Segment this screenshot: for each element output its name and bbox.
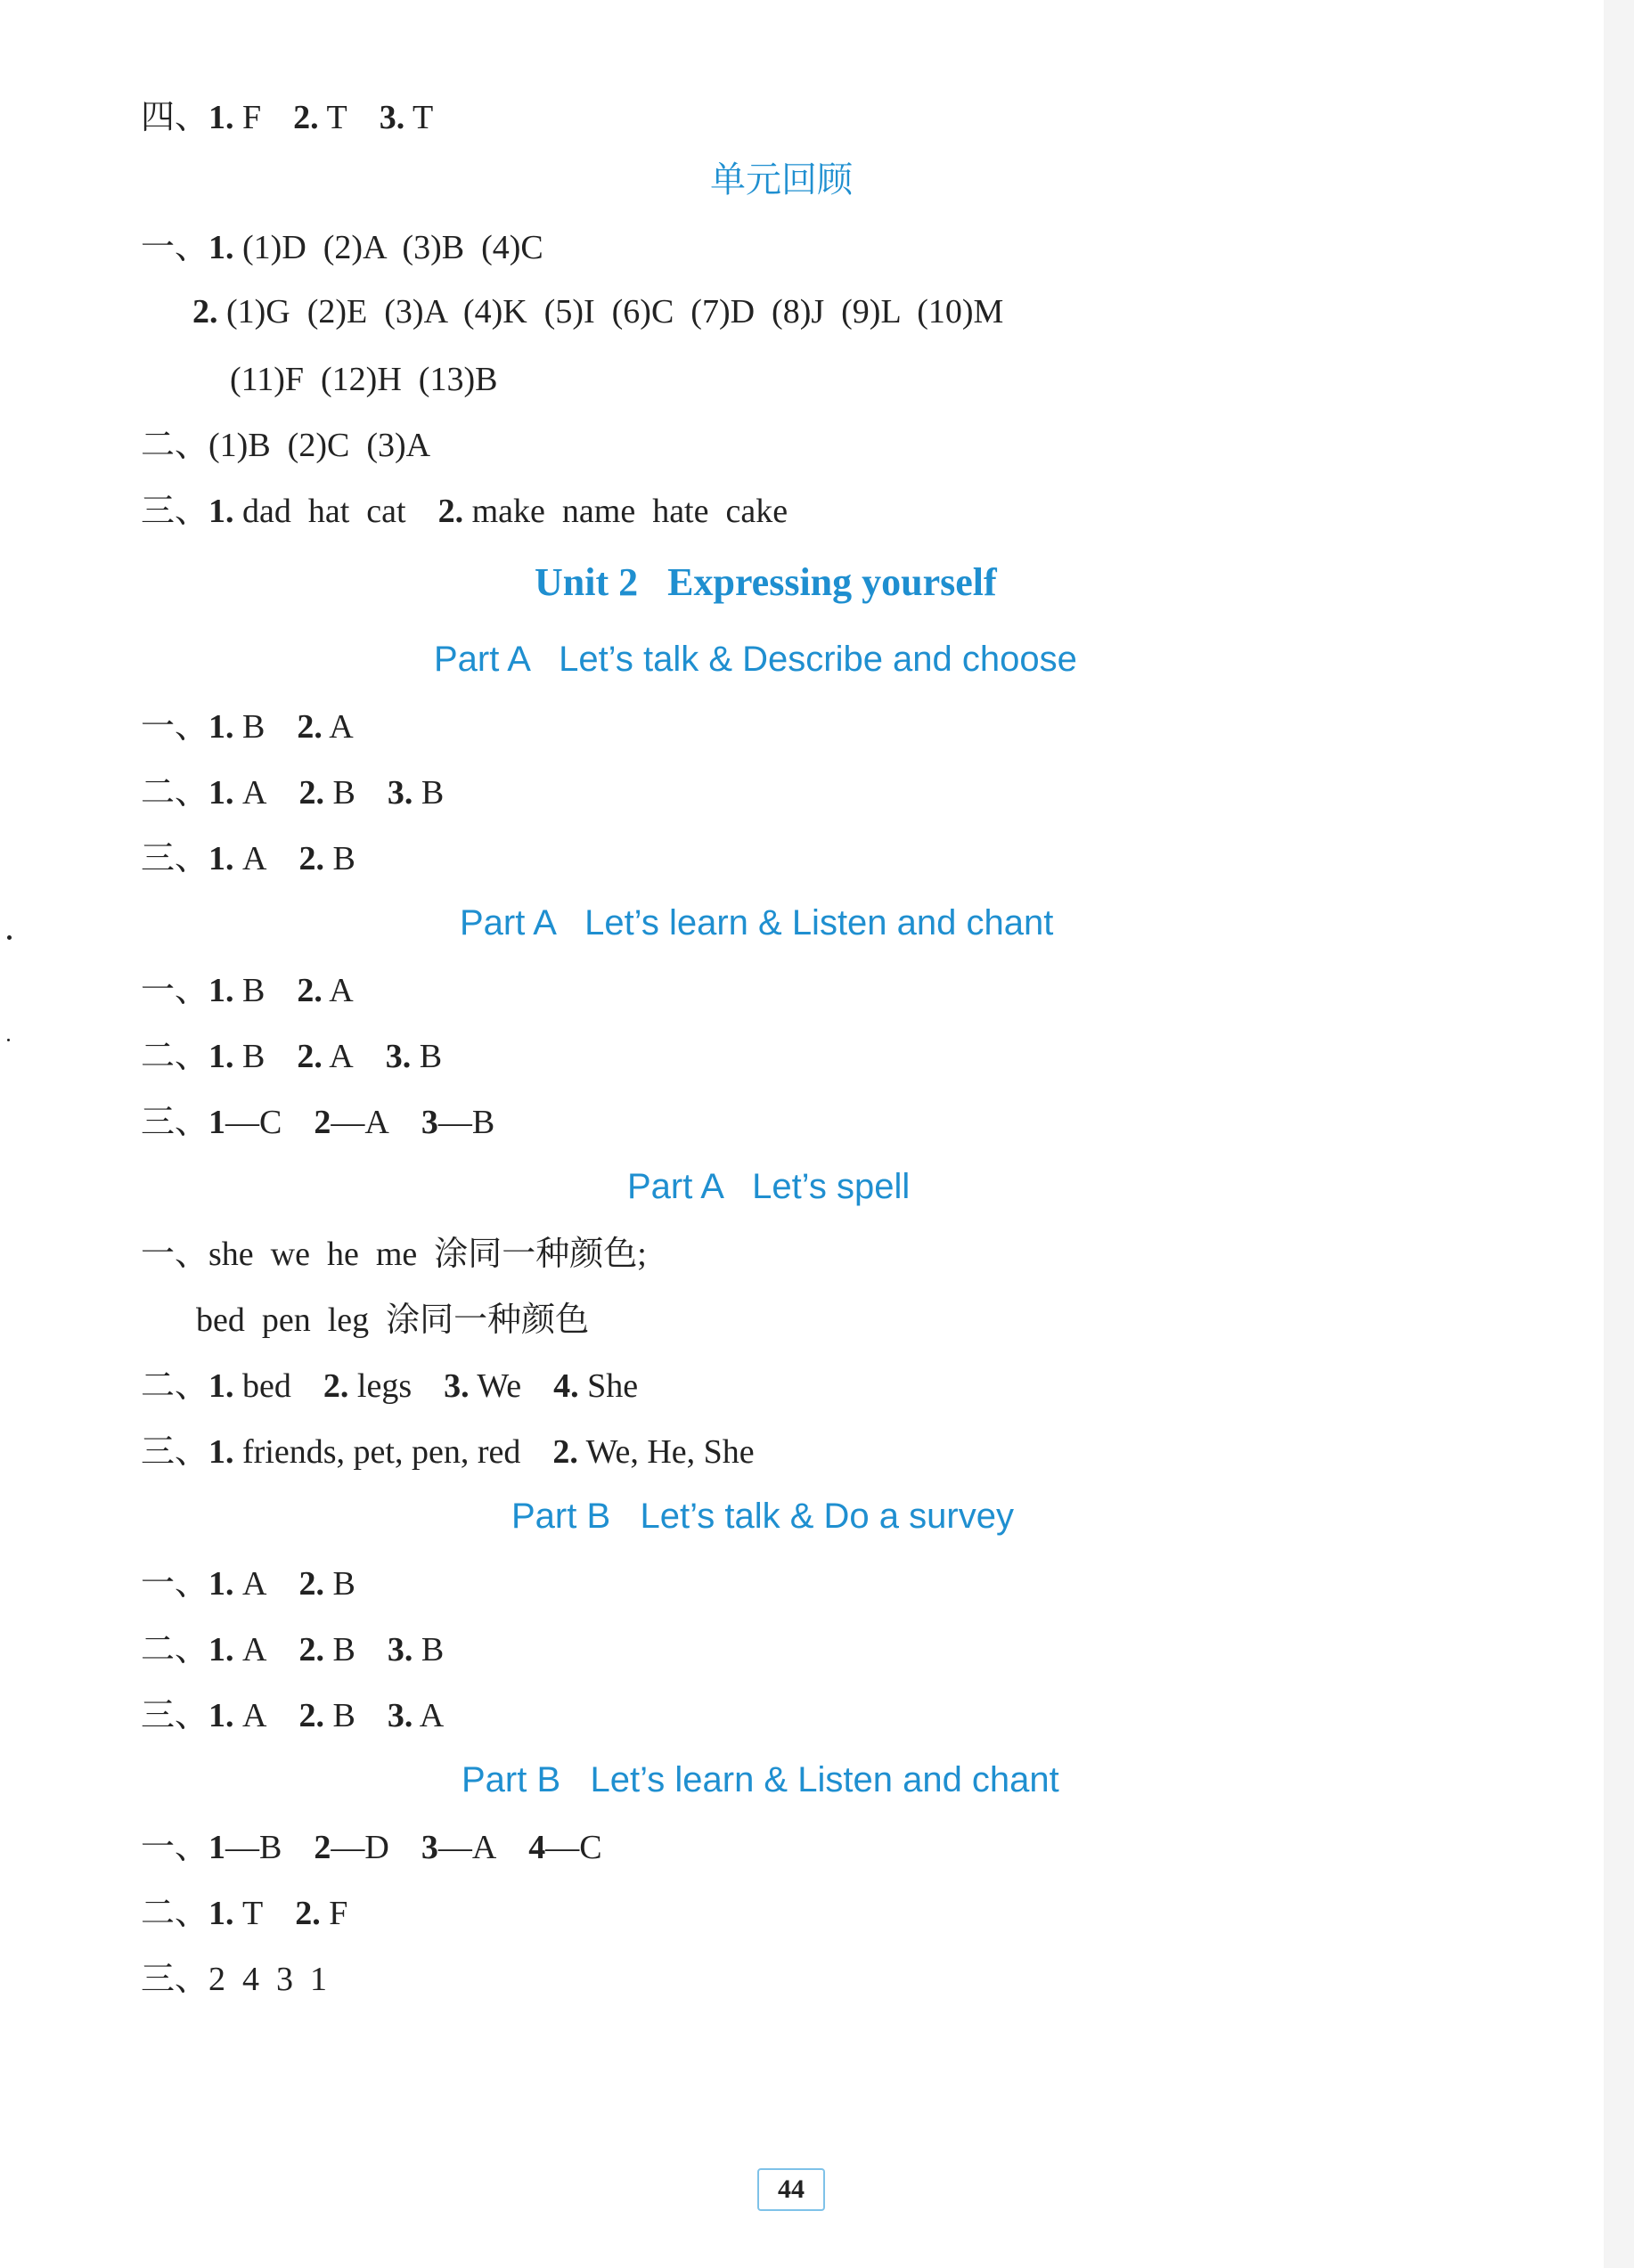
answer-line (141, 1694, 444, 1737)
item-number: 2 (314, 1104, 331, 1141)
item-number: 2. (192, 293, 218, 330)
answer-item (386, 1038, 442, 1075)
answer-item (388, 1631, 444, 1668)
answer-text: She (578, 1367, 639, 1405)
answer-text: bed (233, 1367, 291, 1405)
item-number: 1. (208, 1565, 234, 1603)
answer-text: B (413, 774, 445, 812)
answer-item (297, 972, 353, 1009)
answer-text: —B (437, 1104, 495, 1141)
answer-text: B (323, 774, 355, 812)
answer-item (208, 1367, 291, 1405)
part-heading: Part A Let’s learn & Listen and chant (460, 903, 1054, 942)
answer-item (528, 1829, 601, 1866)
answer-item (552, 1433, 754, 1471)
item-number: 3 (421, 1104, 438, 1141)
answer-item (298, 774, 355, 812)
item-number: 1 (208, 1104, 226, 1141)
answer-line (141, 837, 355, 880)
item-number: 1. (208, 493, 234, 530)
answer-item (208, 1895, 263, 1932)
question-prefix: 四、 (141, 99, 209, 136)
answer-text: (1)B (2)C (3)A (208, 427, 431, 464)
item-number: 2. (297, 972, 323, 1009)
item-number: 1. (208, 840, 234, 877)
answer-item (208, 1829, 282, 1866)
answer-line (141, 490, 788, 533)
answer-item (295, 1895, 347, 1932)
answer-item (298, 1565, 355, 1603)
answer-text: A (233, 774, 267, 812)
item-number: 3. (387, 1697, 413, 1734)
answer-text: B (233, 972, 266, 1009)
answer-item (208, 427, 430, 464)
answer-line (141, 969, 354, 1012)
answer-item (208, 1433, 520, 1471)
answer-line (141, 1892, 347, 1935)
answer-item (208, 1038, 265, 1075)
answer-line (141, 1035, 442, 1078)
answer-text: A (233, 1565, 267, 1603)
question-prefix: 二、 (141, 427, 209, 464)
item-number: 1. (208, 1038, 234, 1075)
answer-text: T (404, 99, 434, 136)
item-number: 2. (295, 1895, 321, 1932)
item-number: 1 (208, 1829, 226, 1866)
answer-text: A (322, 972, 354, 1009)
answer-item (208, 493, 406, 530)
question-prefix: 三、 (141, 1433, 209, 1471)
answer-text: F (233, 99, 262, 136)
item-number: 3. (379, 99, 405, 136)
item-number: 2. (298, 840, 324, 877)
answer-item (298, 1697, 355, 1734)
answer-item (388, 774, 444, 812)
answer-text: B (233, 1038, 266, 1075)
item-number: 3 (421, 1829, 438, 1866)
item-number: 1. (208, 1697, 234, 1734)
answer-text: T (233, 1895, 264, 1932)
scan-speck (7, 1039, 10, 1041)
item-number: 1. (208, 774, 234, 812)
item-number: 1. (208, 229, 234, 266)
answer-line (141, 706, 354, 748)
question-prefix: 三、 (141, 1961, 209, 1998)
answer-text: —C (545, 1829, 602, 1866)
answer-text: T (318, 99, 347, 136)
answer-item (208, 1631, 266, 1668)
answer-item (293, 99, 347, 136)
answer-line (141, 96, 433, 139)
item-number: 2. (437, 493, 464, 530)
answer-text: friends, pet, pen, red (233, 1433, 521, 1471)
answer-line (141, 1958, 327, 2001)
answer-text: —A (331, 1104, 389, 1141)
answer-line (141, 1365, 638, 1407)
item-number: 2. (298, 1631, 324, 1668)
answer-item (298, 1631, 355, 1668)
answer-text: We (469, 1367, 522, 1405)
question-prefix: 三、 (141, 840, 209, 877)
answer-item (323, 1367, 412, 1405)
answer-text: —A (437, 1829, 497, 1866)
answer-text: (1)G (2)E (3)A (4)K (5)I (6)C (7)D (8)J (9)L (10)M (217, 293, 1004, 330)
question-prefix: 二、 (141, 1367, 209, 1405)
answer-item (297, 708, 353, 746)
part-heading: Part B Let’s learn & Listen and chant (462, 1760, 1059, 1799)
answer-line (192, 290, 1003, 333)
item-number: 2. (298, 774, 324, 812)
answer-item (297, 1038, 353, 1075)
answer-item (208, 99, 261, 136)
answer-text: A (233, 1631, 267, 1668)
answer-text: —B (225, 1829, 282, 1866)
answer-text: (11)F (12)H (13)B (230, 361, 498, 398)
item-number: 2. (298, 1697, 324, 1734)
answer-text: B (323, 1631, 355, 1668)
section-heading: 单元回顾 (710, 160, 853, 200)
answer-line (141, 1431, 755, 1473)
answer-item (208, 840, 266, 877)
answer-text: A (233, 1697, 267, 1734)
item-number: 3. (385, 1038, 412, 1075)
answer-text: —D (331, 1829, 389, 1866)
answer-item (444, 1367, 521, 1405)
item-number: 3. (444, 1367, 470, 1405)
item-number: 1. (208, 1433, 234, 1471)
part-heading: Part A Let’s talk & Describe and choose (434, 640, 1077, 679)
answer-text: B (323, 1697, 355, 1734)
question-prefix: 三、 (141, 1104, 209, 1141)
question-prefix: 二、 (141, 774, 209, 812)
answer-text: B (413, 1631, 445, 1668)
answer-line (141, 226, 543, 269)
question-prefix: 一、 (141, 1236, 209, 1273)
answer-text: A (322, 1038, 354, 1075)
answer-item (208, 1961, 327, 1998)
answer-text: B (233, 708, 266, 746)
question-prefix: 三、 (141, 1697, 209, 1734)
item-number: 2. (297, 708, 323, 746)
answer-line (141, 424, 430, 467)
item-number: 1. (208, 972, 234, 1009)
answer-item (196, 1301, 589, 1339)
question-prefix: 一、 (141, 972, 209, 1009)
answer-item (314, 1829, 388, 1866)
answer-text: A (233, 840, 267, 877)
question-prefix: 一、 (141, 1829, 209, 1866)
answer-text: dad hat cat (233, 493, 406, 530)
question-prefix: 二、 (141, 1631, 209, 1668)
item-number: 1. (208, 99, 234, 136)
item-number: 1. (208, 1895, 234, 1932)
answer-line (141, 1233, 647, 1276)
answer-item (208, 1104, 282, 1141)
answer-text: bed pen leg 涂同一种颜色 (196, 1301, 590, 1339)
item-number: 4 (528, 1829, 546, 1866)
answer-text: —C (225, 1104, 282, 1141)
item-number: 1. (208, 708, 234, 746)
answer-item (208, 1697, 266, 1734)
answer-item (553, 1367, 638, 1405)
answer-text: (1)D (2)A (3)B (4)C (233, 229, 543, 266)
answer-line (230, 358, 497, 401)
page-number: 44 (757, 2168, 825, 2211)
answer-line (141, 1101, 494, 1144)
answer-line (141, 771, 444, 814)
question-prefix: 二、 (141, 1895, 209, 1932)
answer-item (421, 1104, 494, 1141)
answer-item (208, 1565, 266, 1603)
question-prefix: 三、 (141, 493, 209, 530)
question-prefix: 一、 (141, 1565, 209, 1603)
answer-item (230, 361, 497, 398)
item-number: 2. (552, 1433, 578, 1471)
item-number: 4. (553, 1367, 579, 1405)
answer-line (141, 1628, 444, 1671)
answer-text: F (320, 1895, 348, 1932)
answer-text: We, He, She (577, 1433, 755, 1471)
answer-text: A (413, 1697, 445, 1734)
answer-item (208, 1236, 647, 1273)
answer-item (208, 229, 543, 266)
item-number: 2. (297, 1038, 323, 1075)
item-number: 3. (387, 774, 413, 812)
answer-item (388, 1697, 444, 1734)
answer-text: B (323, 1565, 355, 1603)
answer-text: 2 4 3 1 (208, 1961, 328, 1998)
answer-line (141, 1826, 602, 1869)
answer-item (438, 493, 788, 530)
answer-text: A (322, 708, 354, 746)
part-heading: Part B Let’s talk & Do a survey (511, 1497, 1014, 1536)
answer-item (192, 293, 1003, 330)
item-number: 2. (323, 1367, 349, 1405)
question-prefix: 二、 (141, 1038, 209, 1075)
answer-item (380, 99, 434, 136)
answer-item (298, 840, 355, 877)
item-number: 2. (293, 99, 319, 136)
item-number: 1. (208, 1631, 234, 1668)
question-prefix: 一、 (141, 708, 209, 746)
item-number: 2 (314, 1829, 331, 1866)
unit-title: Unit 2 Expressing yourself (535, 560, 997, 604)
scan-speck (7, 935, 12, 940)
answer-item (208, 708, 265, 746)
answer-line (196, 1299, 589, 1342)
item-number: 1. (208, 1367, 234, 1405)
answer-item (208, 774, 266, 812)
answer-text: she we he me 涂同一种颜色; (208, 1236, 647, 1273)
answer-text: B (323, 840, 355, 877)
answer-text: legs (348, 1367, 413, 1405)
item-number: 3. (387, 1631, 413, 1668)
part-heading: Part A Let’s spell (627, 1167, 911, 1206)
answer-item (421, 1829, 496, 1866)
item-number: 2. (298, 1565, 324, 1603)
answer-item (208, 972, 265, 1009)
answer-item (314, 1104, 388, 1141)
answer-text: B (411, 1038, 443, 1075)
answer-line (141, 1562, 355, 1605)
question-prefix: 一、 (141, 229, 209, 266)
answer-text: make name hate cake (463, 493, 788, 530)
